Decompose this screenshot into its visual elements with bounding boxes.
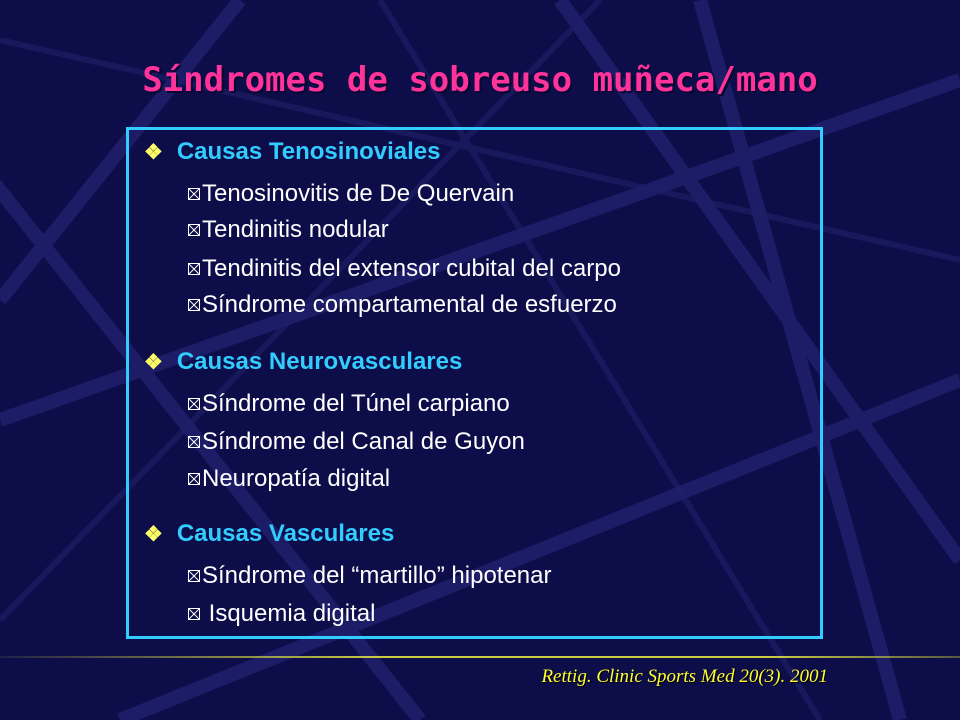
slide-title: Síndromes de sobreuso muñeca/mano xyxy=(142,60,818,100)
section-heading-neurovasculares xyxy=(144,348,462,376)
x-box-icon xyxy=(188,436,200,448)
list-item xyxy=(188,216,389,244)
list-item-label: Síndrome compartamental de esfuerzo xyxy=(202,291,617,318)
list-item-label: Síndrome del “martillo” hipotenar xyxy=(202,562,552,589)
list-item xyxy=(188,180,514,208)
footer-divider xyxy=(0,656,960,658)
list-item-label: Síndrome del Canal de Guyon xyxy=(202,428,525,455)
list-item-label: Neuropatía digital xyxy=(202,465,391,492)
list-item xyxy=(188,562,552,590)
list-item xyxy=(188,291,617,319)
section-heading-vasculares xyxy=(144,520,394,548)
x-box-icon xyxy=(188,570,200,582)
x-box-icon xyxy=(188,299,200,311)
list-item-label: Isquemia digital xyxy=(202,600,376,627)
list-item xyxy=(188,255,621,283)
list-item xyxy=(188,465,390,493)
list-item xyxy=(188,600,375,628)
x-box-icon xyxy=(188,188,200,200)
section-heading-label: Causas Neurovasculares xyxy=(176,348,463,375)
diamond-bullet-icon: ❖ xyxy=(144,350,163,374)
diamond-bullet-icon: ❖ xyxy=(144,140,163,164)
list-item-label: Tendinitis nodular xyxy=(202,216,389,243)
citation: Rettig. Clinic Sports Med 20(3). 2001 xyxy=(541,666,828,687)
diamond-bullet-icon: ❖ xyxy=(144,522,163,546)
section-heading-label: Causas Vasculares xyxy=(176,520,395,547)
x-box-icon xyxy=(188,608,200,620)
x-box-icon xyxy=(188,263,200,275)
list-item xyxy=(188,428,525,456)
list-item-label: Tendinitis del extensor cubital del carpo xyxy=(202,255,621,282)
list-item-label: Síndrome del Túnel carpiano xyxy=(202,390,510,417)
x-box-icon xyxy=(188,224,200,236)
list-item xyxy=(188,390,510,418)
section-heading-tenosinoviales xyxy=(144,138,441,166)
section-heading-label: Causas Tenosinoviales xyxy=(176,138,441,165)
list-item-label: Tenosinovitis de De Quervain xyxy=(202,180,515,207)
x-box-icon xyxy=(188,398,200,410)
x-box-icon xyxy=(188,473,200,485)
